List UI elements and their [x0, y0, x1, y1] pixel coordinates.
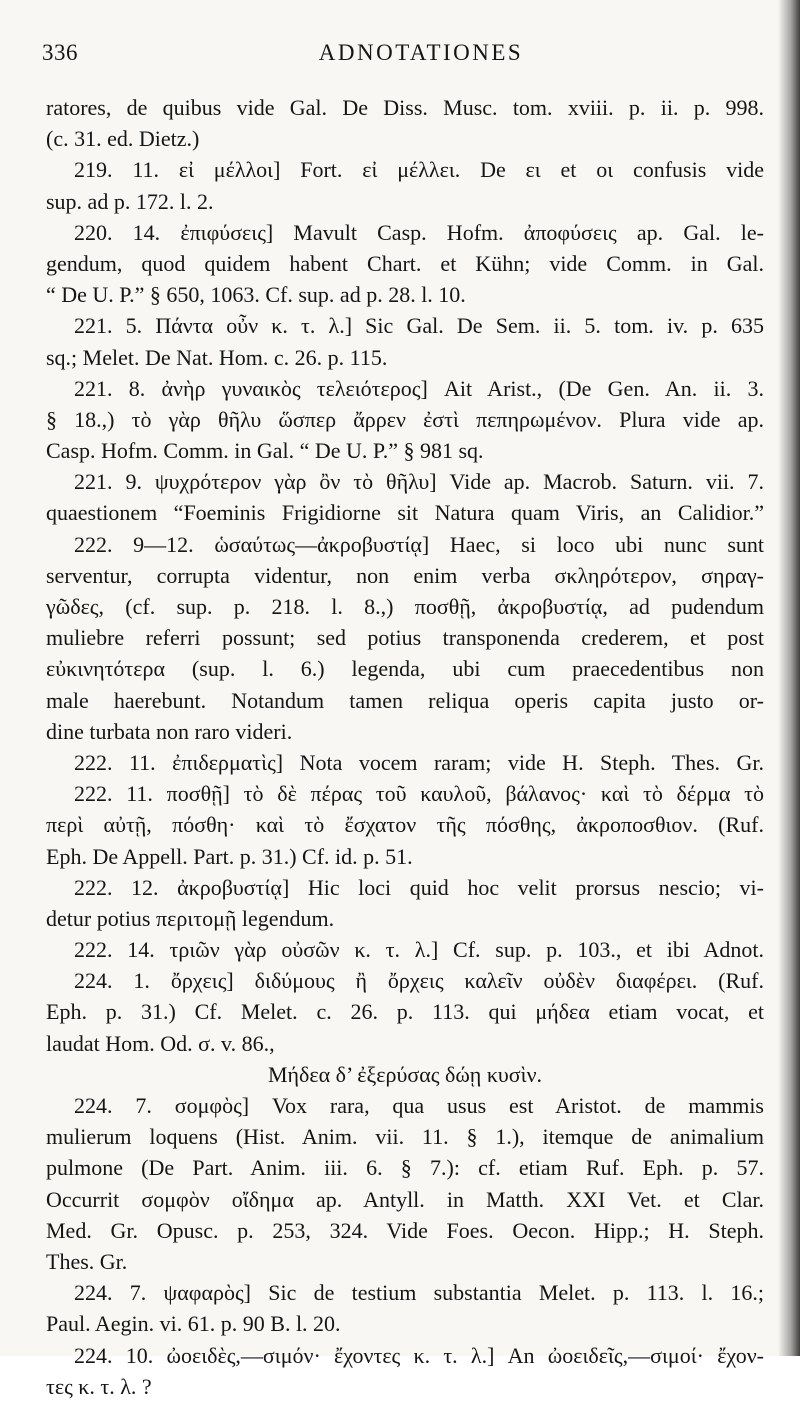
text-line: pulmone (De Part. Anim. iii. 6. § 7.): cf. etiam Ruf. Eph. p. 57.	[46, 1155, 764, 1181]
text-line: περὶ αὐτῇ, πόσθη· καὶ τὸ ἔσχατον τῆς πόσθης, ἀκροποσθιον. (Ruf.	[46, 812, 764, 838]
page-header	[42, 40, 760, 74]
text-line: 220. 14. ἐπιφύσεις] Mavult Casp. Hofm. ἀποφύσεις ap. Gal. le-	[74, 219, 764, 245]
text-line: 224. 7. σομφὸς] Vox rara, qua usus est Aristot. de mammis	[74, 1093, 764, 1118]
text-line: sup. ad p. 172. l. 2.	[46, 188, 214, 214]
text-line: 224. 7. ψαφαρὸς] Sic de testium substantia Melet. p. 113. l. 16.;	[74, 1280, 764, 1306]
text-line: 219. 11. εἰ μέλλοι] Fort. εἰ μέλλει. De ει et οι confusis vide	[74, 157, 764, 183]
text-line: § 18.,) τὸ γὰρ θῆλυ ὥσπερ ἄρρεν ἐστὶ πεπηρωμένον. Plura vide ap.	[46, 406, 764, 432]
text-line: dine turbata non raro videri.	[46, 718, 293, 744]
text-line: 224. 10. ὠοειδὲς,—σιμόν· ἔχοντες κ. τ. λ.] An ὠοειδεῖς,—σιμοί· ἔχον-	[74, 1342, 764, 1368]
text-line: 222. 11. ἐπιδερματὶς] Nota vocem raram; vide H. Steph. Thes. Gr.	[74, 749, 764, 775]
text-line: τες κ. τ. λ. ?	[46, 1373, 152, 1399]
text-line: Eph. p. 31.) Cf. Melet. c. 26. p. 113. qui μήδεα etiam vocat, et	[46, 999, 764, 1025]
running-head: ADNOTATIONES	[318, 40, 524, 65]
text-line: γῶδες, (cf. sup. p. 218. l. 8.,) ποσθῇ, ἀκροβυστίᾳ, ad pudendum	[46, 594, 764, 619]
text-line: muliebre referri possunt; sed potius transponenda crederem, et post	[46, 625, 764, 651]
text-line: laudat Hom. Od. σ. v. 86.,	[46, 1030, 275, 1056]
text-line: ratores, de quibus vide Gal. De Diss. Musc. tom. xviii. p. ii. p. 998.	[46, 95, 764, 120]
annotation-text-body	[46, 92, 764, 1402]
text-line: 222. 11. ποσθῇ] τὸ δὲ πέρας τοῦ καυλοῦ, βάλανος· καὶ τὸ δέρμα τὸ	[74, 781, 764, 807]
text-line: 221. 9. ψυχρότερον γὰρ ὂν τὸ θῆλυ] Vide ap. Macrob. Saturn. vii. 7.	[74, 469, 764, 495]
text-line: 221. 5. Πάντα οὖν κ. τ. λ.] Sic Gal. De Sem. ii. 5. tom. iv. p. 635	[74, 313, 764, 339]
text-line: 222. 14. τριῶν γὰρ οὐσῶν κ. τ. λ.] Cf. sup. p. 103., et ibi Adnot.	[74, 937, 764, 963]
text-line: sq.; Melet. De Nat. Hom. c. 26. p. 115.	[46, 344, 388, 370]
text-line: (c. 31. ed. Dietz.)	[46, 126, 200, 152]
text-line: Med. Gr. Opusc. p. 253, 324. Vide Foes. Oecon. Hipp.; H. Steph.	[46, 1217, 764, 1243]
text-line: Occurrit σομφὸν οἴδημα ap. Antyll. in Matth. XXI Vet. et Clar.	[46, 1186, 764, 1212]
text-line: mulierum loquens (Hist. Anim. vii. 11. § 1.), itemque de animalium	[46, 1124, 764, 1150]
text-line: serventur, corrupta videntur, non enim verba σκληρότερον, σηραγ-	[46, 562, 764, 588]
text-line: quaestionem “Foeminis Frigidiorne sit Natura quam Viris, an Calidior.”	[46, 500, 764, 526]
text-line: Casp. Hofm. Comm. in Gal. “ De U. P.” § 981 sq.	[46, 438, 484, 464]
text-line: 221. 8. ἀνὴρ γυναικὸς τελειότερος] Ait Arist., (De Gen. An. ii. 3.	[74, 375, 764, 401]
text-line: male haerebunt. Notandum tamen reliqua operis capita justo or-	[46, 687, 764, 713]
text-line: detur potius περιτομῇ legendum.	[46, 905, 335, 931]
text-line: Eph. De Appell. Part. p. 31.) Cf. id. p. 51.	[46, 843, 413, 869]
page-number: 336	[42, 40, 78, 65]
text-line: Thes. Gr.	[46, 1248, 128, 1274]
text-line: “ De U. P.” § 650, 1063. Cf. sup. ad p. 28. l. 10.	[46, 282, 466, 308]
text-line: Paul. Aegin. vi. 61. p. 90 B. l. 20.	[46, 1311, 341, 1337]
text-line: 222. 9—12. ὡσαύτως—ἀκροβυστίᾳ] Haec, si loco ubi nunc sunt	[74, 531, 764, 557]
verse-quotation: Μήδεα δ’ ἐξερύσας δώῃ κυσὶν.	[267, 1061, 543, 1087]
text-line: εὐκινητότερα (sup. l. 6.) legenda, ubi cum praecedentibus non	[46, 656, 764, 682]
text-line: 224. 1. ὄρχεις] διδύμους ἢ ὄρχεις καλεῖν οὐδὲν διαφέρει. (Ruf.	[74, 968, 764, 994]
page-edge-shadow	[778, 0, 800, 1356]
text-line: 222. 12. ἀκροβυστίᾳ] Hic loci quid hoc velit prorsus nescio; vi-	[74, 874, 764, 900]
text-line: gendum, quod quidem habent Chart. et Kühn; vide Comm. in Gal.	[46, 250, 764, 276]
